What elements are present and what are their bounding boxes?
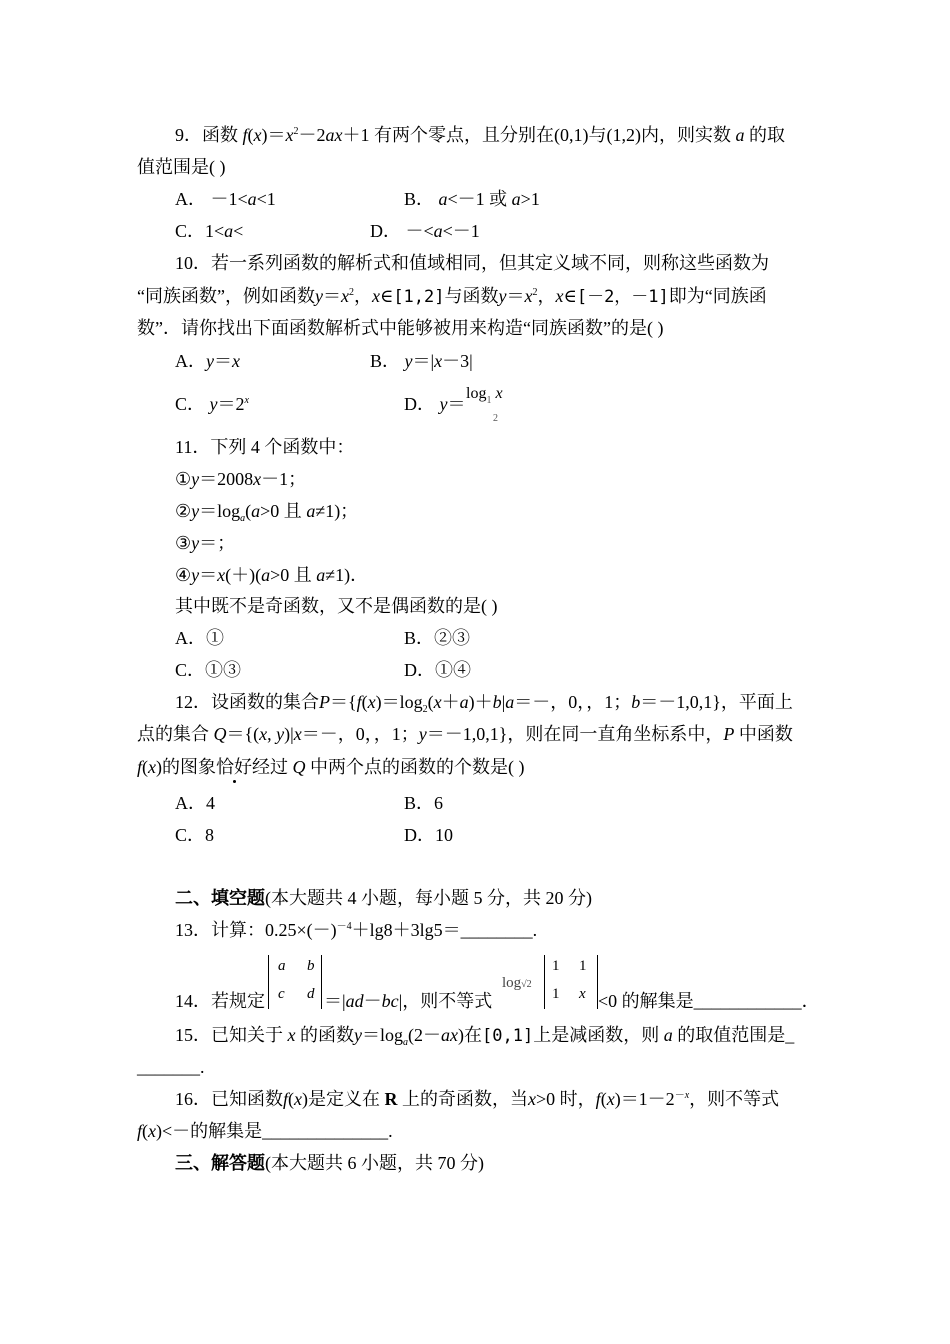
q11-line1: 11．下列 4 个函数中： — [175, 437, 355, 457]
q12-option-d[interactable]: D．10 — [404, 825, 453, 845]
q14-end: <0 的解集是____________． — [598, 991, 820, 1011]
q10-line3: 数”．请你找出下面函数解析式中能够被用来构造“同族函数”的是( ) — [137, 318, 664, 338]
q10-line2: “同族函数”，例如函数$y=x^2$，x∈[1,2]与函数$y=x^2$，x∈[－2，－1]即为“同族函 — [137, 286, 767, 307]
q10-option-d[interactable]: D． y＝ — [404, 394, 466, 414]
q10-line1: 10．若一系列函数的解析式和值域相同，但其定义域不同，则称这些函数为 — [175, 253, 769, 273]
section2-heading: 二、填空题(本大题共 4 小题，每小题 5 分，共 20 分) — [175, 888, 592, 908]
q14-determinant-11: 1 1 1 x — [544, 955, 598, 1009]
q15-line2: _______. — [137, 1057, 205, 1077]
q10-option-b[interactable]: B． y＝|x－3| — [370, 351, 473, 371]
q13: 13．计算：$0.25\times(-)^{-4}+\lg 8+3\lg 5=\_\_\_\_\_\_\_\_$. — [175, 920, 538, 940]
q11-option-a[interactable]: A．① — [175, 628, 224, 648]
q9-option-c[interactable]: C．1<a< — [175, 221, 244, 241]
q11-item4: ④y＝x(＋)(a>0 且 a≠1)． — [175, 565, 369, 585]
q12-line1: 12．设函数的集合$P=\{f(x)=\log_2(x+a)+b|a=-$，0，，1；b＝－1,0,1}，平面上 — [175, 692, 793, 715]
q11-item2: $②y=\log_a(a>0$ 且 a≠1)； — [175, 501, 359, 524]
q11-option-b[interactable]: B．②③ — [404, 628, 471, 648]
q10-option-d-base: 2 — [493, 413, 498, 424]
q11-item3: ③y＝； — [175, 533, 236, 553]
q16-line1: 16．已知函数f(x)是定义在 R 上的奇函数，当x>0 时，$f(x)=1-2^{-x}$，则不等式 — [175, 1089, 780, 1109]
q16-line2: f(x)<－的解集是______________. — [137, 1121, 393, 1141]
q11-item1: ①y＝2008x－1； — [175, 469, 307, 489]
q10-option-c[interactable]: C． $y=2^x$ — [175, 394, 249, 414]
q9-line1: 9．函数 $f(x)=x^2-2ax+1$ 有两个零点，且分别在(0,1)与(1,2)内，则实数 a 的取 — [175, 125, 785, 145]
q9-option-d[interactable]: D． －<a<－1 — [370, 221, 480, 241]
q10-option-d-log: $\log_1 x$ — [466, 385, 503, 406]
q11-question: 其中既不是奇函数，又不是偶函数的是( ) — [175, 596, 498, 616]
q12-option-a[interactable]: A．4 — [175, 793, 215, 813]
q14-pre: 14．若规定 — [175, 991, 265, 1011]
q14-determinant-abcd: a b c d — [268, 955, 322, 1009]
q14-log: log√2 — [502, 975, 532, 991]
q14-mid: ＝|ad－bc|，则不等式 — [324, 991, 493, 1011]
q12-option-b[interactable]: B．6 — [404, 793, 444, 813]
q12-line2: 点的集合 Q＝{(x, y)|x＝－，0，，1；y＝－1,0,1}，则在同一直角坐标系中，P 中函数 — [137, 724, 793, 744]
q12-line3: f(x)的图象恰好经过 Q 中两个点的函数的个数是( ) — [137, 757, 525, 777]
q9-line2: 值范围是( ) — [137, 157, 226, 177]
q12-option-c[interactable]: C．8 — [175, 825, 215, 845]
q15-line1: 15．已知关于 x 的函数$y=\log_a(2-ax)$在[0,1]上是减函数，则 a 的取值范围是_ — [175, 1025, 795, 1048]
section3-heading: 三、解答题(本大题共 6 小题，共 70 分) — [175, 1153, 484, 1173]
q11-option-d[interactable]: D．①④ — [404, 660, 471, 680]
q10-option-a[interactable]: A．y＝x — [175, 351, 240, 371]
q11-option-c[interactable]: C．①③ — [175, 660, 242, 680]
q9-option-a[interactable]: A． －1<a<1 — [175, 189, 276, 209]
q9-option-b[interactable]: B． a<－1 或 a>1 — [404, 189, 540, 209]
